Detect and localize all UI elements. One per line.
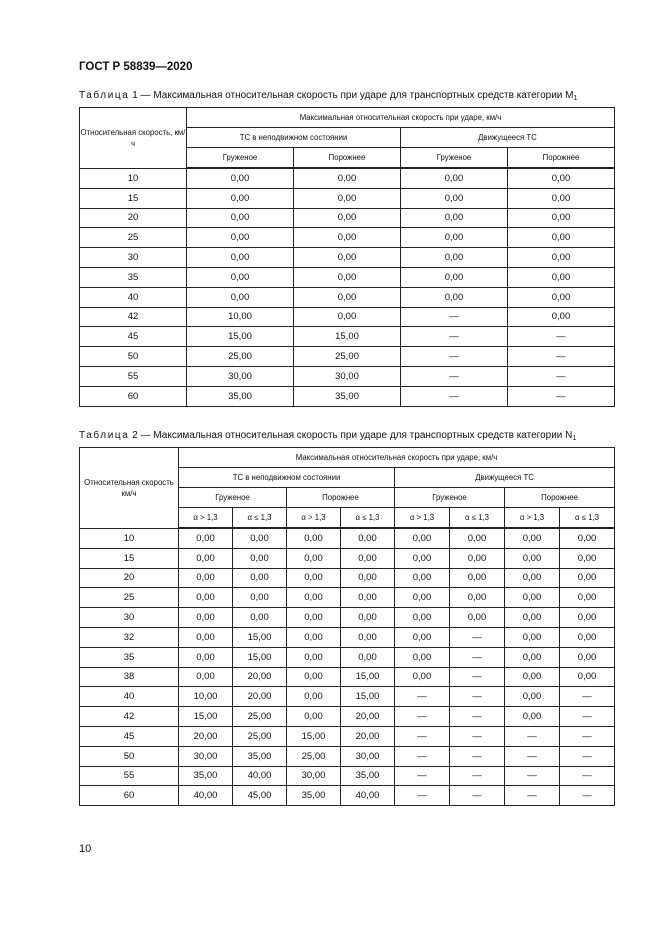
- value-cell: 0,00: [187, 267, 294, 287]
- table1-subheader-moving: Движущееся ТС: [401, 128, 615, 148]
- value-cell: 0,00: [187, 248, 294, 268]
- value-cell: 0,00: [508, 228, 615, 248]
- value-cell: 15,00: [233, 647, 287, 667]
- speed-cell: 45: [80, 726, 179, 746]
- value-cell: 0,00: [179, 568, 233, 588]
- value-cell: —: [505, 726, 560, 746]
- table2-group-header: Максимальная относительная скорость при ударе, км/ч: [179, 448, 615, 468]
- value-cell: 0,00: [508, 267, 615, 287]
- value-cell: 0,00: [560, 667, 615, 687]
- value-cell: 0,00: [450, 548, 505, 568]
- value-cell: 0,00: [401, 168, 508, 188]
- speed-cell: 30: [80, 248, 187, 268]
- speed-cell: 50: [80, 347, 187, 367]
- value-cell: 0,00: [294, 188, 401, 208]
- speed-cell: 60: [80, 386, 187, 406]
- table2-alpha-header: α > 1,3: [179, 508, 233, 529]
- value-cell: 0,00: [187, 228, 294, 248]
- value-cell: 0,00: [341, 627, 395, 647]
- value-cell: 0,00: [187, 287, 294, 307]
- value-cell: —: [395, 746, 450, 766]
- table2-alpha-header: α ≤ 1,3: [560, 508, 615, 529]
- value-cell: 0,00: [341, 608, 395, 628]
- value-cell: 0,00: [179, 528, 233, 548]
- value-cell: 30,00: [287, 766, 341, 786]
- value-cell: 0,00: [341, 568, 395, 588]
- value-cell: —: [401, 366, 508, 386]
- table-row: [80, 608, 615, 628]
- table-row: [80, 327, 615, 347]
- table2-body: [80, 448, 615, 806]
- table-row: [80, 347, 615, 367]
- table2-caption: [79, 430, 576, 442]
- value-cell: 35,00: [187, 386, 294, 406]
- table1-caption-text: 1 — Максимальная относительная скорость при ударе для транспортных средств категории M: [132, 90, 574, 101]
- value-cell: 15,00: [294, 327, 401, 347]
- speed-cell: 25: [80, 588, 179, 608]
- value-cell: 0,00: [401, 228, 508, 248]
- table-row: [80, 647, 615, 667]
- value-cell: 0,00: [187, 188, 294, 208]
- table2-caption-label: Таблица: [79, 430, 130, 441]
- value-cell: 20,00: [341, 707, 395, 727]
- value-cell: —: [508, 386, 615, 406]
- value-cell: 40,00: [341, 786, 395, 806]
- speed-cell: 20: [80, 568, 179, 588]
- value-cell: 0,00: [179, 627, 233, 647]
- value-cell: 0,00: [294, 307, 401, 327]
- speed-cell: 35: [80, 647, 179, 667]
- speed-cell: 30: [80, 608, 179, 628]
- value-cell: 0,00: [294, 208, 401, 228]
- value-cell: 15,00: [187, 327, 294, 347]
- table2-subheader-moving: Движущееся ТС: [395, 468, 615, 488]
- value-cell: 20,00: [341, 726, 395, 746]
- value-cell: —: [450, 786, 505, 806]
- table-row: [80, 687, 615, 707]
- value-cell: —: [560, 707, 615, 727]
- value-cell: 0,00: [287, 667, 341, 687]
- table-row: [80, 707, 615, 727]
- table-row: [80, 267, 615, 287]
- value-cell: 30,00: [341, 746, 395, 766]
- value-cell: 0,00: [395, 667, 450, 687]
- value-cell: —: [505, 766, 560, 786]
- value-cell: 0,00: [560, 548, 615, 568]
- value-cell: 0,00: [341, 647, 395, 667]
- value-cell: 0,00: [395, 528, 450, 548]
- value-cell: —: [508, 347, 615, 367]
- value-cell: 15,00: [287, 726, 341, 746]
- value-cell: —: [450, 627, 505, 647]
- value-cell: 0,00: [505, 528, 560, 548]
- value-cell: 0,00: [401, 287, 508, 307]
- value-cell: 0,00: [508, 248, 615, 268]
- table-row: [80, 366, 615, 386]
- value-cell: 0,00: [401, 188, 508, 208]
- value-cell: 10,00: [179, 687, 233, 707]
- value-cell: 30,00: [179, 746, 233, 766]
- value-cell: 0,00: [233, 568, 287, 588]
- value-cell: 0,00: [505, 647, 560, 667]
- value-cell: 0,00: [179, 667, 233, 687]
- table-row: [80, 248, 615, 268]
- table2-alpha-header: α > 1,3: [505, 508, 560, 529]
- value-cell: 0,00: [395, 548, 450, 568]
- table-row: [80, 746, 615, 766]
- speed-cell: 35: [80, 267, 187, 287]
- value-cell: 0,00: [395, 627, 450, 647]
- value-cell: 0,00: [560, 528, 615, 548]
- value-cell: 45,00: [233, 786, 287, 806]
- value-cell: 0,00: [287, 588, 341, 608]
- speed-cell: 15: [80, 548, 179, 568]
- value-cell: —: [401, 386, 508, 406]
- value-cell: —: [450, 746, 505, 766]
- value-cell: 0,00: [294, 248, 401, 268]
- speed-cell: 50: [80, 746, 179, 766]
- value-cell: 0,00: [294, 228, 401, 248]
- value-cell: —: [395, 726, 450, 746]
- value-cell: 0,00: [401, 267, 508, 287]
- value-cell: —: [560, 746, 615, 766]
- document-header: ГОСТ Р 58839—2020: [79, 61, 193, 73]
- table-row: [80, 188, 615, 208]
- table1-col-header: Порожнее: [508, 148, 615, 169]
- value-cell: 0,00: [341, 548, 395, 568]
- value-cell: —: [560, 726, 615, 746]
- speed-cell: 55: [80, 766, 179, 786]
- value-cell: 0,00: [187, 168, 294, 188]
- table2-row-header: Относительная скорость км/ч: [80, 448, 179, 529]
- value-cell: 35,00: [341, 766, 395, 786]
- value-cell: 0,00: [505, 608, 560, 628]
- value-cell: 0,00: [233, 608, 287, 628]
- value-cell: 15,00: [179, 707, 233, 727]
- table-row: [80, 627, 615, 647]
- value-cell: 35,00: [233, 746, 287, 766]
- speed-cell: 42: [80, 707, 179, 727]
- value-cell: 0,00: [505, 707, 560, 727]
- table2-caption-text: 2 — Максимальная относительная скорость при ударе для транспортных средств категории N: [132, 430, 573, 441]
- table1-caption: [79, 90, 577, 102]
- speed-cell: 42: [80, 307, 187, 327]
- value-cell: 0,00: [395, 608, 450, 628]
- value-cell: —: [450, 766, 505, 786]
- value-cell: —: [505, 786, 560, 806]
- table1-col-header: Груженое: [187, 148, 294, 169]
- table2-col-header: Груженое: [179, 488, 287, 508]
- value-cell: 30,00: [187, 366, 294, 386]
- table1-body: [80, 108, 615, 407]
- value-cell: 0,00: [341, 528, 395, 548]
- value-cell: 0,00: [505, 687, 560, 707]
- speed-cell: 15: [80, 188, 187, 208]
- table1-row-header: Относительная скорость, км/ч: [80, 108, 187, 169]
- value-cell: 0,00: [450, 528, 505, 548]
- value-cell: 0,00: [395, 588, 450, 608]
- speed-cell: 32: [80, 627, 179, 647]
- value-cell: 0,00: [508, 188, 615, 208]
- table-row: [80, 168, 615, 188]
- value-cell: 25,00: [233, 726, 287, 746]
- value-cell: —: [505, 746, 560, 766]
- speed-cell: 60: [80, 786, 179, 806]
- table-row: [80, 386, 615, 406]
- speed-cell: 25: [80, 228, 187, 248]
- value-cell: 0,00: [560, 608, 615, 628]
- value-cell: 30,00: [294, 366, 401, 386]
- value-cell: 0,00: [179, 647, 233, 667]
- value-cell: 0,00: [287, 608, 341, 628]
- speed-cell: 40: [80, 687, 179, 707]
- value-cell: 0,00: [450, 588, 505, 608]
- value-cell: 0,00: [560, 568, 615, 588]
- value-cell: 35,00: [294, 386, 401, 406]
- page-number: 10: [79, 843, 92, 855]
- value-cell: —: [450, 687, 505, 707]
- value-cell: 0,00: [508, 168, 615, 188]
- value-cell: 0,00: [560, 588, 615, 608]
- table2-subheader-stationary: ТС в неподвижном состоянии: [179, 468, 395, 488]
- value-cell: 0,00: [179, 548, 233, 568]
- value-cell: 15,00: [341, 667, 395, 687]
- value-cell: 0,00: [233, 528, 287, 548]
- value-cell: 0,00: [294, 287, 401, 307]
- value-cell: —: [401, 347, 508, 367]
- value-cell: 0,00: [505, 548, 560, 568]
- table-row: [80, 667, 615, 687]
- value-cell: 0,00: [395, 568, 450, 588]
- value-cell: 40,00: [179, 786, 233, 806]
- speed-cell: 10: [80, 528, 179, 548]
- value-cell: 0,00: [287, 627, 341, 647]
- value-cell: —: [450, 667, 505, 687]
- table1-group-header: Максимальная относительная скорость при ударе, км/ч: [187, 108, 615, 128]
- speed-cell: 45: [80, 327, 187, 347]
- value-cell: —: [508, 366, 615, 386]
- value-cell: 0,00: [341, 588, 395, 608]
- table-row: [80, 766, 615, 786]
- value-cell: 25,00: [187, 347, 294, 367]
- value-cell: 0,00: [287, 647, 341, 667]
- table-row: [80, 307, 615, 327]
- table2-alpha-header: α > 1,3: [395, 508, 450, 529]
- value-cell: 20,00: [233, 667, 287, 687]
- speed-cell: 20: [80, 208, 187, 228]
- table-row: [80, 548, 615, 568]
- value-cell: —: [508, 327, 615, 347]
- value-cell: —: [395, 707, 450, 727]
- table2-alpha-header: α ≤ 1,3: [450, 508, 505, 529]
- value-cell: 20,00: [233, 687, 287, 707]
- speed-cell: 10: [80, 168, 187, 188]
- table-row: [80, 786, 615, 806]
- value-cell: 25,00: [233, 707, 287, 727]
- value-cell: 0,00: [287, 707, 341, 727]
- value-cell: 0,00: [294, 168, 401, 188]
- value-cell: 0,00: [508, 307, 615, 327]
- value-cell: 20,00: [179, 726, 233, 746]
- value-cell: —: [450, 647, 505, 667]
- value-cell: 0,00: [233, 548, 287, 568]
- value-cell: 10,00: [187, 307, 294, 327]
- value-cell: 0,00: [505, 588, 560, 608]
- value-cell: —: [560, 687, 615, 707]
- value-cell: 0,00: [179, 608, 233, 628]
- value-cell: 15,00: [233, 627, 287, 647]
- value-cell: 0,00: [287, 548, 341, 568]
- table1-subheader-stationary: ТС в неподвижном состоянии: [187, 128, 401, 148]
- value-cell: 0,00: [179, 588, 233, 608]
- value-cell: 0,00: [395, 647, 450, 667]
- table1-caption-subscript: 1: [573, 95, 578, 102]
- table2-alpha-header: α > 1,3: [287, 508, 341, 529]
- table2-alpha-header: α ≤ 1,3: [233, 508, 287, 529]
- value-cell: 0,00: [287, 687, 341, 707]
- table1-caption-label: Таблица: [79, 90, 130, 101]
- table-row: [80, 726, 615, 746]
- value-cell: 25,00: [287, 746, 341, 766]
- value-cell: —: [401, 327, 508, 347]
- table-row: [80, 208, 615, 228]
- table2-col-header: Порожнее: [287, 488, 395, 508]
- value-cell: 0,00: [187, 208, 294, 228]
- table2-caption-subscript: 1: [572, 435, 577, 442]
- value-cell: 25,00: [294, 347, 401, 367]
- value-cell: 0,00: [505, 627, 560, 647]
- table2: [79, 447, 615, 806]
- value-cell: 0,00: [287, 528, 341, 548]
- value-cell: 0,00: [505, 568, 560, 588]
- value-cell: —: [560, 766, 615, 786]
- value-cell: 0,00: [508, 208, 615, 228]
- value-cell: 0,00: [401, 248, 508, 268]
- value-cell: 0,00: [508, 287, 615, 307]
- value-cell: —: [450, 707, 505, 727]
- value-cell: 0,00: [505, 667, 560, 687]
- table-row: [80, 528, 615, 548]
- value-cell: 0,00: [287, 568, 341, 588]
- value-cell: —: [560, 786, 615, 806]
- value-cell: 15,00: [341, 687, 395, 707]
- table-row: [80, 287, 615, 307]
- value-cell: 40,00: [233, 766, 287, 786]
- value-cell: 0,00: [560, 647, 615, 667]
- speed-cell: 55: [80, 366, 187, 386]
- table2-col-header: Груженое: [395, 488, 505, 508]
- value-cell: 0,00: [450, 568, 505, 588]
- value-cell: —: [395, 687, 450, 707]
- table2-col-header: Порожнее: [505, 488, 615, 508]
- table-row: [80, 228, 615, 248]
- value-cell: —: [401, 307, 508, 327]
- value-cell: 0,00: [233, 588, 287, 608]
- value-cell: 0,00: [560, 627, 615, 647]
- speed-cell: 40: [80, 287, 187, 307]
- value-cell: 0,00: [294, 267, 401, 287]
- value-cell: 35,00: [179, 766, 233, 786]
- table1-col-header: Порожнее: [294, 148, 401, 169]
- table1: [79, 107, 615, 407]
- table-row: [80, 568, 615, 588]
- table-row: [80, 588, 615, 608]
- value-cell: —: [395, 766, 450, 786]
- speed-cell: 38: [80, 667, 179, 687]
- value-cell: 0,00: [450, 608, 505, 628]
- value-cell: —: [395, 786, 450, 806]
- value-cell: 0,00: [401, 208, 508, 228]
- value-cell: 35,00: [287, 786, 341, 806]
- value-cell: —: [450, 726, 505, 746]
- table2-alpha-header: α ≤ 1,3: [341, 508, 395, 529]
- table1-col-header: Груженое: [401, 148, 508, 169]
